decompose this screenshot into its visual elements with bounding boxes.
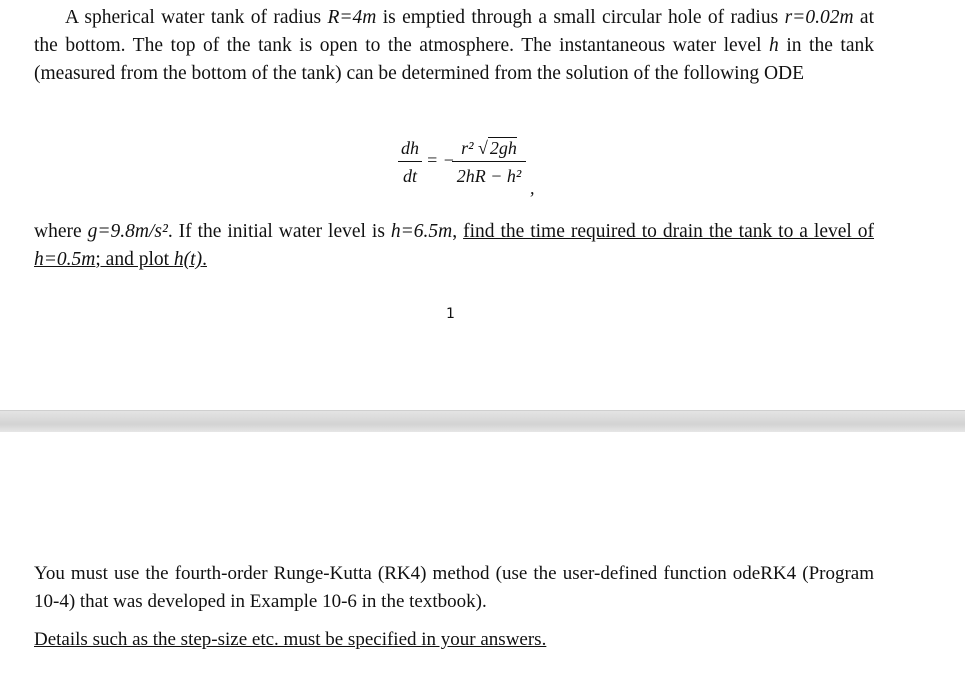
intro-text-2: is emptied through a small circular hole of radius: [376, 7, 785, 28]
task-text-1: find the time required to drain the tank to a level of: [463, 221, 875, 242]
page-number: 1: [446, 306, 455, 322]
lhs-denominator: dt: [402, 166, 417, 186]
rhs-numerator: [452, 138, 526, 162]
initial-level-text: . If the initial water level is: [167, 221, 391, 242]
problem-statement: [34, 4, 874, 88]
rhs-fraction: [452, 138, 526, 187]
details-instruction: Details such as the step-size etc. must be specified in your answers.: [34, 629, 547, 650]
final-level-expression: h=0.5m: [34, 249, 96, 270]
hole-radius-variable: r: [784, 7, 793, 28]
rk4-instruction: You must use the fourth-order Runge-Kutta (RK4) method (use the user-defined function odeRK4 (Program 10-4) that was developed in Example 10-6 in the textbook).: [34, 563, 874, 612]
lhs-numerator: dh: [398, 138, 422, 162]
initial-level-expression: h=6.5m: [390, 221, 453, 242]
gravity-expression: g=9.8m/s²: [87, 221, 168, 242]
separator-text: ,: [452, 221, 464, 242]
rhs-numerator-prefix: r² √: [461, 138, 488, 158]
radius-value: =4m: [339, 7, 377, 28]
intro-text-3: at the bottom. The top of the tank is open to the atmosphere. The instantaneous water level: [34, 7, 874, 56]
conditions-statement: [34, 218, 874, 274]
where-text: where: [34, 221, 88, 242]
rhs-denominator: 2hR − h²: [456, 166, 522, 186]
ode-equation: [398, 136, 568, 206]
equation-comma: ,: [530, 178, 535, 198]
rhs-radicand: 2gh: [489, 138, 517, 158]
intro-text-1: A spherical water tank of radius: [65, 7, 328, 28]
page-separator: [0, 410, 965, 433]
lhs-fraction: [398, 138, 422, 187]
hole-radius-value: =0.02m: [792, 7, 854, 28]
equals-sign: = −: [426, 150, 455, 170]
task-text-2: ; and plot: [95, 249, 174, 270]
task-end: .: [202, 249, 207, 270]
level-variable: h: [769, 35, 779, 56]
radius-variable: R: [327, 7, 340, 28]
intro-text-4: in the tank (measured from the bottom of the tank) can be determined from the solution of the following ODE: [34, 35, 874, 84]
plot-expression: h(t): [173, 249, 203, 270]
